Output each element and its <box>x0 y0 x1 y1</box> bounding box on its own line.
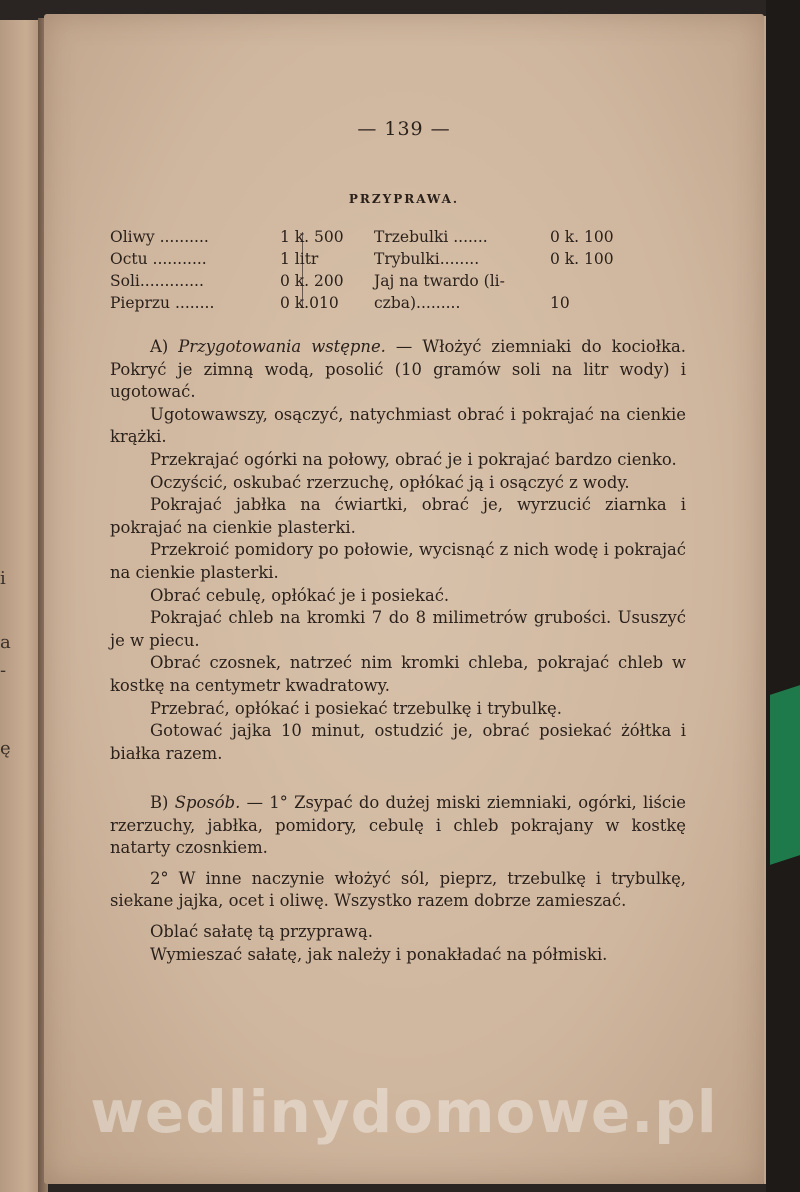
ingredient-qty: 0 k. 100 <box>550 228 614 246</box>
ingredient-row <box>110 250 690 272</box>
ingredient-row <box>110 272 690 294</box>
paragraph <box>110 792 686 860</box>
ingredient-name: Pieprzu ........ <box>110 294 215 312</box>
paragraph: Przebrać, opłókać i posiekać trzebulkę i trybulkę. <box>150 698 562 718</box>
paragraph: Pokrajać jabłka na ćwiartki, obrać je, wyrzucić ziarnka i pokrajać na cienkie plasterki. <box>110 495 686 537</box>
ingredient-name: Octu ........... <box>110 250 207 268</box>
paragraph: 2° W inne naczynie włożyć sól, pieprz, trzebulkę i trybulkę, siekane jajka, ocet i oliwę. Wszystko razem dobrze zamieszać. <box>110 868 686 911</box>
ingredient-qty: 1 k. 500 <box>280 228 344 246</box>
paragraph: Oczyścić, oskubać rzerzuchę, opłókać ją i osączyć z wody. <box>150 472 630 492</box>
section-b-label: B) <box>150 793 175 812</box>
ingredient-qty: 0 k. 100 <box>550 250 614 268</box>
paragraph: Pokrajać chleb na kromki 7 do 8 milimetrów grubości. Ususzyć je w piecu. <box>110 608 686 650</box>
paragraph: Ugotowawszy, osączyć, natychmiast obrać i pokrajać na cienkie krążki. <box>110 404 686 447</box>
ingredient-name: Oliwy .......... <box>110 228 209 246</box>
left-page-fragment: a <box>0 632 11 653</box>
background-right <box>766 0 800 1192</box>
paragraph-text: — 1° Zsypać do dużej miski ziemniaki, ogórki, liście rzerzuchy, jabłka, pomidory, cebulę i chleb pokrajany w kostkę natarty czosnkiem. <box>110 793 686 858</box>
paragraph: Obrać cebulę, opłókać je i posiekać. <box>150 585 450 605</box>
book-page <box>44 14 764 1184</box>
section-a <box>110 336 686 765</box>
ingredients-table <box>110 228 690 316</box>
ingredient-qty: 1 litr <box>280 250 319 268</box>
section-a-heading: Przygotowania wstępne. <box>178 337 386 356</box>
paragraph: Oblać sałatę tą przyprawą. <box>150 921 374 941</box>
green-bookmark <box>770 685 800 865</box>
paragraph <box>110 336 686 404</box>
page-number: — 139 — <box>357 118 451 140</box>
section-title: PRZYPRAWA. <box>348 192 460 206</box>
ingredient-name: Soli............. <box>110 272 204 290</box>
ingredient-name: Trzebulki ....... <box>374 228 488 246</box>
watermark: wedlinydomowe.pl <box>90 1078 718 1146</box>
ingredient-row <box>110 294 690 316</box>
paragraph: Przekrajać ogórki na połowy, obrać je i pokrajać bardzo cienko. <box>150 449 677 469</box>
paragraph: Wymieszać sałatę, jak należy i ponakładać na półmiski. <box>150 944 608 964</box>
section-b-heading: Sposób. <box>174 793 241 812</box>
paragraph: Gotować jajka 10 minut, ostudzić je, obrać posiekać żółtka i białka razem. <box>110 721 686 763</box>
paragraph: Obrać czosnek, natrzeć nim kromki chleba, pokrajać chleb w kostkę na centymetr kwadratowy. <box>110 653 686 695</box>
left-page-fragment: ę <box>0 738 11 759</box>
ingredient-row <box>110 228 690 250</box>
ingredient-name: Jaj na twardo (li- <box>374 272 505 290</box>
ingredient-name: Trybulki........ <box>374 250 480 268</box>
ingredient-qty: 0 k. 200 <box>280 272 344 290</box>
ingredient-name: czba)......... <box>374 294 461 312</box>
section-a-label: A) <box>150 337 179 356</box>
ingredient-qty: 0 k.010 <box>280 294 339 312</box>
paragraph-text: — Włożyć ziemniaki do kociołka. Pokryć je zimną wodą, posolić (10 gramów soli na litr wody) i ugotować. <box>110 337 687 402</box>
paragraph: Przekroić pomidory po połowie, wycisnąć z nich wodę i pokrajać na cienkie plasterki. <box>110 540 686 582</box>
section-b <box>110 792 686 966</box>
ingredient-qty: 10 <box>550 294 570 312</box>
left-page-fragment: - <box>0 660 7 681</box>
left-page-fragment: i <box>0 568 6 589</box>
